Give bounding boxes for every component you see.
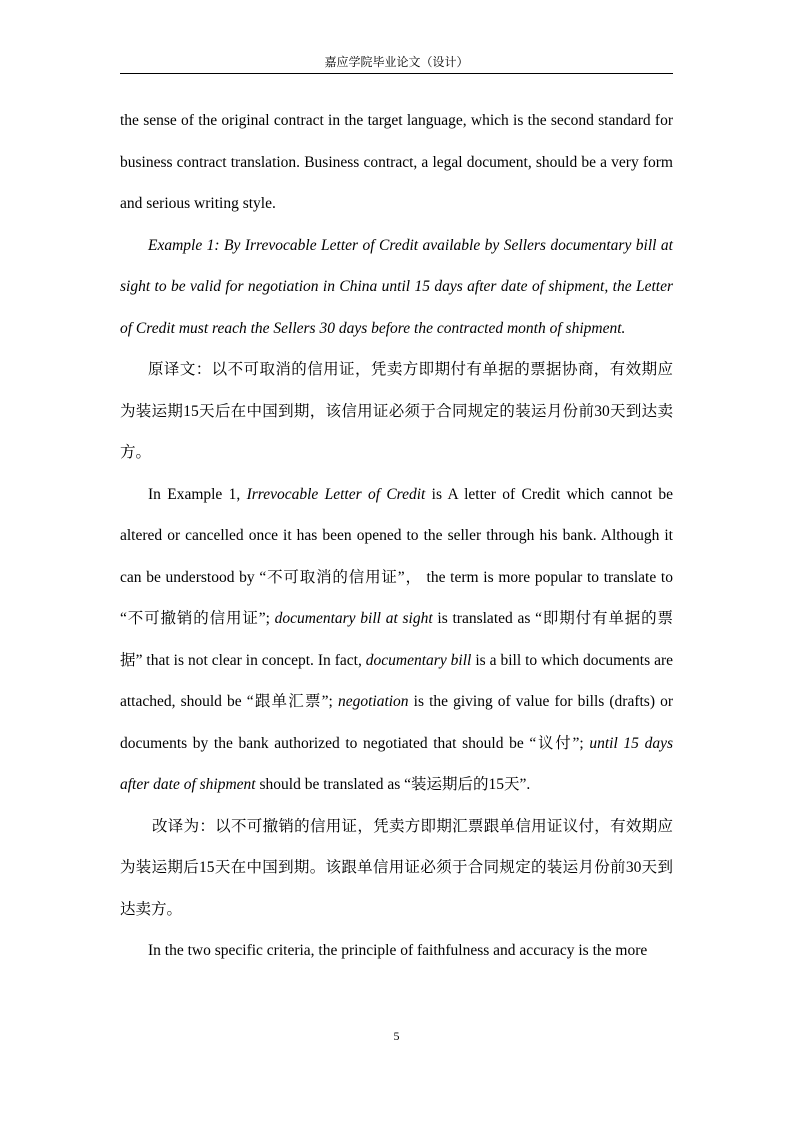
example-1-text: Example 1: By Irrevocable Letter of Credit available by Sellers documentary bill at sight to be valid for negotiation in China until 15 days after date of shipment, the Letter of Credit must reach the Sellers 30 days before the contracted month of shipment. (120, 236, 673, 337)
page-header: 嘉应学院毕业论文（设计） (324, 55, 469, 69)
paragraph-6: In the two specific criteria, the principle of faithfulness and accuracy is the more (148, 942, 648, 959)
term-documentary-bill: documentary bill (365, 651, 472, 669)
term-documentary-bill-at-sight: documentary bill at sight (274, 610, 433, 627)
analysis-paragraph (120, 474, 673, 806)
analysis-text: is the giving of value for bills (drafts) or documents by the bank authorized to negotiated that should be “议付”; (120, 693, 674, 752)
term-negotiation: negotiation (337, 693, 409, 710)
header-rule (120, 73, 673, 74)
analysis-text: is A letter of Credit which cannot be altered or cancelled once it has been opened to the seller through his bank. Although it can be understood by “不可取消的信用证”， the term is more popular to translate to “不可撤销的信用证”; (120, 485, 673, 627)
example-1-paragraph (120, 225, 673, 350)
analysis-text: is a bill to which documents are attached, should be “跟单汇票”; (120, 651, 674, 710)
original-translation-paragraph: 原译文：以不可取消的信用证，凭卖方即期付有单据的票据协商，有效期应为装运期15天后在中国到期，该信用证必须于合同规定的装运月份前30天到达卖方。 (120, 361, 673, 461)
paragraph-1: the sense of the original contract in the target language, which is the second standard for business contract translation. Business contract, a legal document, should be a very form and serious writing style. (120, 112, 673, 212)
analysis-text: should be translated as “装运期后的15天”. (255, 776, 531, 793)
term-irrevocable-lc: Irrevocable Letter of Credit (246, 485, 426, 503)
revised-translation-paragraph: 改译为：以不可撤销的信用证，凭卖方即期汇票跟单信用证议付，有效期应为装运期后15天在中国到期。该跟单信用证必须于合同规定的装运月份前30天到达卖方。 (120, 817, 673, 918)
body-text (120, 100, 673, 972)
analysis-text: is translated as “即期付有单据的票据” that is not clear in concept. In fact, (120, 610, 673, 669)
term-until-15-days: until 15 days after date of shipment (120, 734, 673, 793)
page-number: 5 (393, 1029, 400, 1043)
analysis-text: In Example 1, (148, 485, 247, 503)
